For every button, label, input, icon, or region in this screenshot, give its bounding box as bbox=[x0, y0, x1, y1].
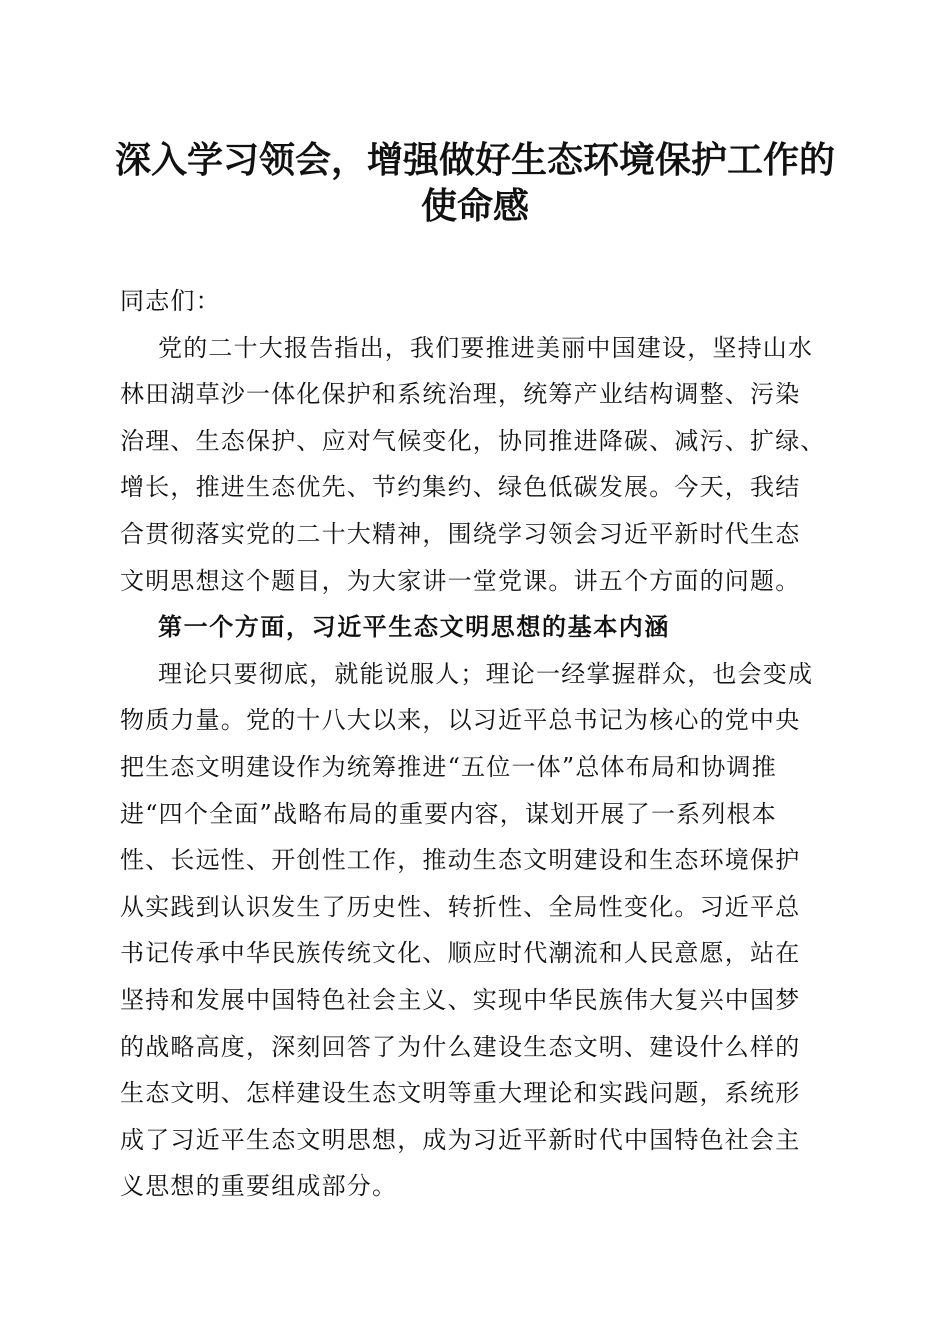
paragraph-line: 生态文明、怎样建设生态文明等重大理论和实践问题，系统形 bbox=[120, 1079, 801, 1108]
paragraph-2 bbox=[120, 651, 840, 1210]
section-heading: 第一个方面，习近平生态文明思想的基本内涵 bbox=[158, 612, 670, 642]
paragraph-line: 理论只要彻底，就能说服人；理论一经掌握群众，也会变成 bbox=[158, 659, 814, 688]
paragraph-line: 的战略高度，深刻回答了为什么建设生态文明、建设什么样的 bbox=[120, 1032, 801, 1061]
paragraph-line: 合贯彻落实党的二十大精神，围绕学习领会习近平新时代生态 bbox=[120, 519, 801, 548]
document-body bbox=[120, 278, 840, 1210]
paragraph-line: 坚持和发展中国特色社会主义、实现中华民族伟大复兴中国梦 bbox=[120, 985, 801, 1014]
paragraph-line: 成了习近平生态文明思想，成为习近平新时代中国特色社会主 bbox=[120, 1125, 801, 1154]
paragraph-line: 林田湖草沙一体化保护和系统治理，统筹产业结构调整、污染 bbox=[120, 380, 801, 409]
salutation: 同志们： bbox=[120, 287, 221, 315]
paragraph-line: 书记传承中华民族传统文化、顺应时代潮流和人民意愿，站在 bbox=[120, 939, 801, 968]
paragraph-line: 增长，推进生态优先、节约集约、绿色低碳发展。今天，我结 bbox=[120, 473, 801, 502]
document-title-line-2: 使命感 bbox=[420, 185, 529, 227]
paragraph-line: 文明思想这个题目，为大家讲一堂党课。讲五个方面的问题。 bbox=[120, 566, 801, 595]
paragraph-line: 义思想的重要组成部分。 bbox=[120, 1172, 398, 1201]
paragraph-line: 从实践到认识发生了历史性、转折性、全局性变化。习近平总 bbox=[120, 892, 801, 921]
document-title-line-1: 深入学习领会，增强做好生态环境保护工作的 bbox=[114, 139, 835, 181]
paragraph-line: 把生态文明建设作为统筹推进“五位一体”总体布局和协调推 bbox=[120, 752, 777, 781]
paragraph-1 bbox=[120, 325, 840, 605]
paragraph-line: 治理、生态保护、应对气候变化，协同推进降碳、减污、扩绿、 bbox=[120, 426, 826, 455]
paragraph-line: 物质力量。党的十八大以来，以习近平总书记为核心的党中央 bbox=[120, 706, 801, 735]
paragraph-line: 进“四个全面”战略布局的重要内容，谋划开展了一系列根本 bbox=[120, 799, 777, 828]
paragraph-line: 性、长远性、开创性工作，推动生态文明建设和生态环境保护 bbox=[120, 846, 801, 875]
paragraph-line: 党的二十大报告指出，我们要推进美丽中国建设，坚持山水 bbox=[158, 333, 814, 362]
